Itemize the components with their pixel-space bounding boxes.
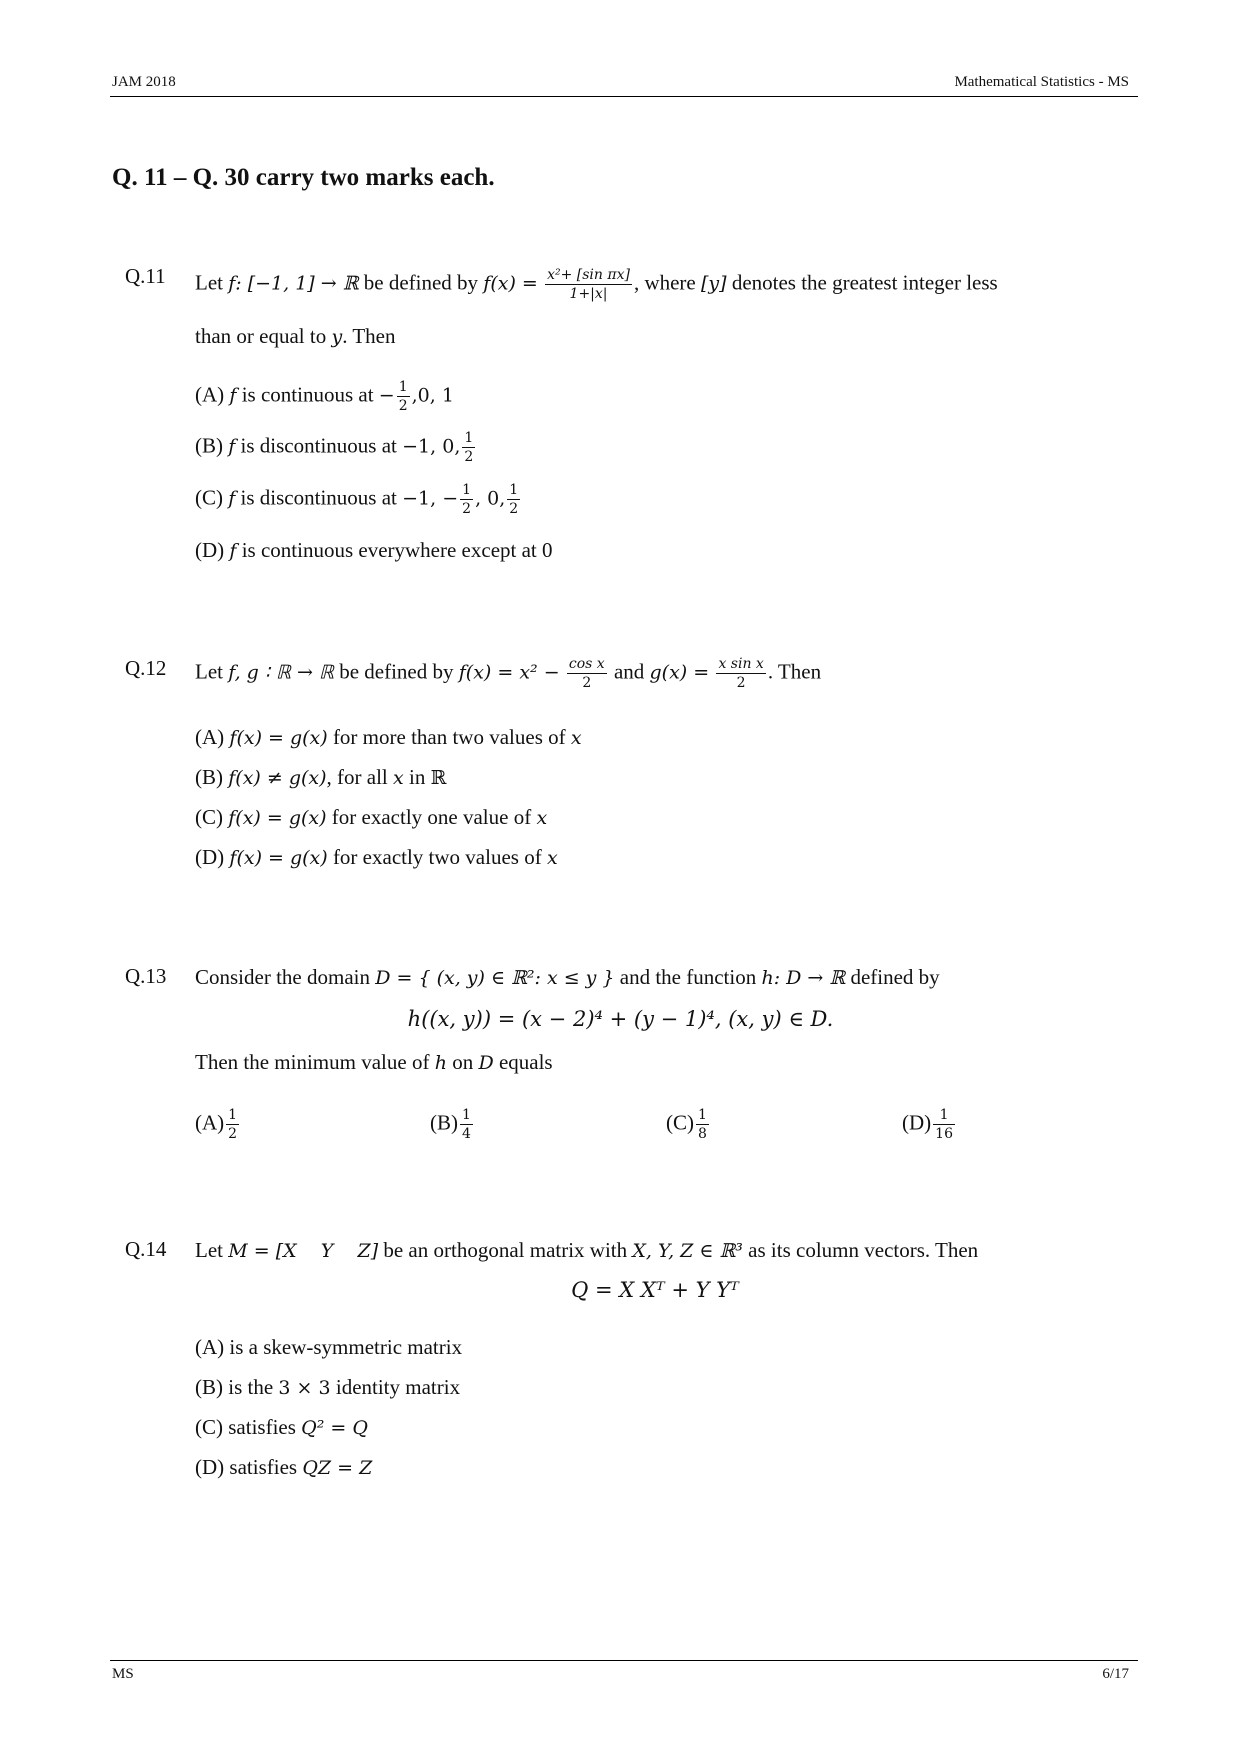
q13-domain: D = { (x, y) ∈ ℝ²: x ≤ y } xyxy=(375,967,615,989)
q11-option-c-mid: , 0, xyxy=(475,487,506,510)
q12-then: . Then xyxy=(767,659,822,684)
q12-f-fraction xyxy=(567,657,607,690)
q14-option-c-text: satisfies xyxy=(228,1415,296,1439)
q11-number: Q.11 xyxy=(125,264,166,288)
q12-option-d-x: x xyxy=(546,847,558,869)
q11-line2-y: y xyxy=(331,326,343,348)
q14-option-d-expr: QZ = Z xyxy=(302,1457,373,1479)
header-right: Mathematical Statistics - MS xyxy=(954,74,1129,90)
q13-option-c-label: (C) xyxy=(666,1110,694,1135)
q11-option-d-label: (D) xyxy=(195,538,225,562)
q13-display-equation-row xyxy=(0,1007,1241,1031)
q11-option-c-den1: 2 xyxy=(462,501,472,517)
q12-let: Let xyxy=(195,659,223,684)
q13-option-b-frac xyxy=(460,1108,473,1141)
q14-option-d-label: (D) xyxy=(195,1455,225,1479)
q12-g-frac-den: 2 xyxy=(736,675,746,691)
q14-option-a-label: (A) xyxy=(195,1335,225,1359)
q11-option-d[interactable] xyxy=(195,538,553,563)
q12-stem xyxy=(195,657,821,690)
q12-option-a-label: (A) xyxy=(195,725,225,749)
q12-option-c-label: (C) xyxy=(195,805,223,829)
q13-option-b-num: 1 xyxy=(462,1107,471,1123)
q13-option-c-den: 8 xyxy=(698,1126,707,1142)
q14-option-d[interactable] xyxy=(195,1455,372,1480)
q13-on: on xyxy=(452,1050,474,1074)
q11-option-a-frac xyxy=(397,380,410,413)
q11-option-a-pre: − xyxy=(378,384,395,407)
q13-option-a-frac xyxy=(226,1108,239,1141)
q14-let: Let xyxy=(195,1238,223,1262)
q11-option-a-den: 2 xyxy=(398,398,408,414)
q12-option-b-expr: f(x) ≠ g(x) xyxy=(228,767,327,789)
q12-gx: g(x) = xyxy=(649,661,710,684)
q13-option-c[interactable] xyxy=(666,1108,711,1141)
header-left: JAM 2018 xyxy=(112,74,176,90)
q12-option-b-R: ℝ xyxy=(430,767,447,789)
q11-option-b-num: 1 xyxy=(464,430,474,446)
q13-option-c-num: 1 xyxy=(698,1107,707,1123)
q14-text1: be an orthogonal matrix with xyxy=(383,1238,628,1262)
q12-option-b-text: , for all xyxy=(326,765,388,789)
q12-option-d-label: (D) xyxy=(195,845,225,869)
q13-and-fn: and the function xyxy=(619,965,757,989)
q11-option-b-label: (B) xyxy=(195,433,223,458)
q14-text2: as its column vectors. Then xyxy=(748,1238,979,1262)
q14-display-equation-row xyxy=(0,1278,1241,1302)
q14-option-a-text: is a skew-symmetric matrix xyxy=(229,1335,463,1359)
q11-option-b-frac xyxy=(462,431,475,464)
q11-option-c-f: f xyxy=(228,487,236,510)
q11-where: , where xyxy=(633,270,696,295)
q12-option-c[interactable] xyxy=(195,805,547,830)
q14-option-b-text2: identity matrix xyxy=(330,1375,461,1399)
q14-option-c[interactable] xyxy=(195,1415,368,1440)
q11-option-c-frac2 xyxy=(507,483,520,516)
footer-left: MS xyxy=(112,1666,134,1682)
q13-option-d[interactable] xyxy=(902,1108,957,1141)
q13-D: D xyxy=(478,1052,494,1074)
q12-option-d[interactable] xyxy=(195,845,558,870)
q12-option-b[interactable] xyxy=(195,765,446,790)
q11-option-a[interactable] xyxy=(195,380,454,413)
q11-let: Let xyxy=(195,270,223,295)
q11-option-c-den2: 2 xyxy=(509,501,519,517)
q11-option-b-den: 2 xyxy=(464,449,474,465)
q12-option-a[interactable] xyxy=(195,725,582,750)
q13-defined-by: defined by xyxy=(850,965,940,989)
q14-option-c-expr: Q² = Q xyxy=(301,1417,368,1439)
q14-option-b-expr: 3 × 3 xyxy=(278,1377,331,1399)
q14-option-d-text: satisfies xyxy=(229,1455,298,1479)
q13-option-b-den: 4 xyxy=(462,1126,471,1142)
header-rule xyxy=(110,96,1138,97)
q13-equals: equals xyxy=(498,1050,553,1074)
q12-option-a-x: x xyxy=(570,727,582,749)
q11-option-a-num: 1 xyxy=(398,379,408,395)
q13-option-a-den: 2 xyxy=(228,1126,238,1142)
q11-option-c-frac1 xyxy=(460,483,473,516)
q14-stem xyxy=(195,1238,978,1263)
q11-fx: f(x) = xyxy=(483,272,538,295)
q11-option-a-label: (A) xyxy=(195,382,225,407)
section-title: Q. 11 – Q. 30 carry two marks each. xyxy=(112,164,495,191)
q11-stem-line1 xyxy=(195,268,998,301)
q12-g-fraction xyxy=(716,657,765,690)
q12-f-frac-num: cos x xyxy=(568,656,605,672)
q13-question xyxy=(195,1050,553,1075)
q11-be-defined: be defined by xyxy=(363,270,479,295)
q12-option-b-label: (B) xyxy=(195,765,223,789)
q12-option-d-text: for exactly two values of xyxy=(332,845,542,869)
q13-h-map: h: D → ℝ xyxy=(761,967,846,989)
q12-be-defined: be defined by xyxy=(339,659,454,684)
q11-line2-then: . Then xyxy=(342,324,396,348)
q13-option-a-num: 1 xyxy=(228,1107,238,1123)
q14-option-c-label: (C) xyxy=(195,1415,223,1439)
q11-f-domain: f: [−1, 1] → ℝ xyxy=(228,272,359,295)
q12-option-a-text: for more than two values of xyxy=(332,725,566,749)
q11-option-d-text: is continuous everywhere except at 0 xyxy=(241,538,553,562)
q12-option-d-expr: f(x) = g(x) xyxy=(229,847,328,869)
q14-option-b-label: (B) xyxy=(195,1375,223,1399)
q13-consider: Consider the domain xyxy=(195,965,370,989)
q13-display-equation: h((x, y)) = (x − 2)⁴ + (y − 1)⁴, (x, y) ∈ D. xyxy=(407,1007,834,1031)
q11-option-b[interactable] xyxy=(195,431,477,464)
q12-and: and xyxy=(613,659,645,684)
q12-option-c-text: for exactly one value of xyxy=(331,805,532,829)
q11-y-bracket: [y] xyxy=(701,272,727,295)
q12-option-c-expr: f(x) = g(x) xyxy=(228,807,327,829)
q12-f-frac-den: 2 xyxy=(582,675,592,691)
q13-option-d-den: 16 xyxy=(935,1126,953,1142)
q14-option-b-text: is the xyxy=(228,1375,274,1399)
q13-option-c-frac xyxy=(696,1108,709,1141)
q14-number: Q.14 xyxy=(125,1237,167,1261)
q11-option-c-num2: 1 xyxy=(509,482,519,498)
q12-number: Q.12 xyxy=(125,656,167,680)
q13-option-b-label: (B) xyxy=(430,1110,458,1135)
q11-fraction xyxy=(545,268,632,301)
q13-option-d-label: (D) xyxy=(902,1110,932,1135)
q11-option-a-text: is continuous at xyxy=(241,382,374,407)
q13-option-a-label: (A) xyxy=(195,1110,225,1135)
q11-option-b-text: is discontinuous at xyxy=(240,433,397,458)
q11-option-c-label: (C) xyxy=(195,485,223,510)
q11-line2-text: than or equal to xyxy=(195,324,327,348)
q13-option-d-frac xyxy=(933,1108,955,1141)
q11-frac-num: x²+ [sin πx] xyxy=(547,267,630,283)
q13-option-d-num: 1 xyxy=(933,1108,955,1125)
q11-option-c[interactable] xyxy=(195,483,522,516)
q14-vars: X, Y, Z ∈ ℝ³ xyxy=(632,1240,743,1262)
q13-stem xyxy=(195,965,940,990)
q11-option-c-pre: −1, − xyxy=(402,487,459,510)
q11-option-c-text: is discontinuous at xyxy=(240,485,397,510)
footer-rule xyxy=(110,1660,1138,1661)
q14-option-a[interactable] xyxy=(195,1335,462,1360)
q12-fg: f, g ∶ ℝ → ℝ xyxy=(228,661,334,684)
q11-frac-den: 1+|x| xyxy=(569,286,608,302)
q13-number: Q.13 xyxy=(125,964,167,988)
q11-option-a-f: f xyxy=(229,384,237,407)
q13-option-a[interactable] xyxy=(195,1108,241,1141)
q12-option-b-x: x xyxy=(393,767,404,789)
q11-option-a-post: ,0, 1 xyxy=(411,384,454,407)
q13-then-min: Then the minimum value of xyxy=(195,1050,430,1074)
q11-denotes: denotes the greatest integer less xyxy=(731,270,998,295)
q11-stem-line2 xyxy=(195,324,395,349)
q12-fx: f(x) = x² − xyxy=(458,661,560,684)
q13-h: h xyxy=(434,1052,447,1074)
q11-option-b-f: f xyxy=(228,435,236,458)
q12-option-a-expr: f(x) = g(x) xyxy=(229,727,328,749)
q12-option-c-x: x xyxy=(536,807,548,829)
q14-matrix: M = [X Y Z] xyxy=(228,1240,379,1262)
q12-option-b-text2: in xyxy=(408,765,426,789)
footer-page-number: 6/17 xyxy=(1102,1666,1129,1682)
q11-option-d-f: f xyxy=(229,540,237,562)
q11-option-c-num1: 1 xyxy=(462,482,472,498)
q12-g-frac-num: x sin x xyxy=(718,656,764,672)
q11-option-b-pre: −1, 0, xyxy=(402,435,461,458)
q14-display-equation: Q = X Xᵀ + Y Yᵀ xyxy=(571,1278,739,1302)
q14-option-b[interactable] xyxy=(195,1375,460,1400)
q13-option-b[interactable] xyxy=(430,1108,475,1141)
